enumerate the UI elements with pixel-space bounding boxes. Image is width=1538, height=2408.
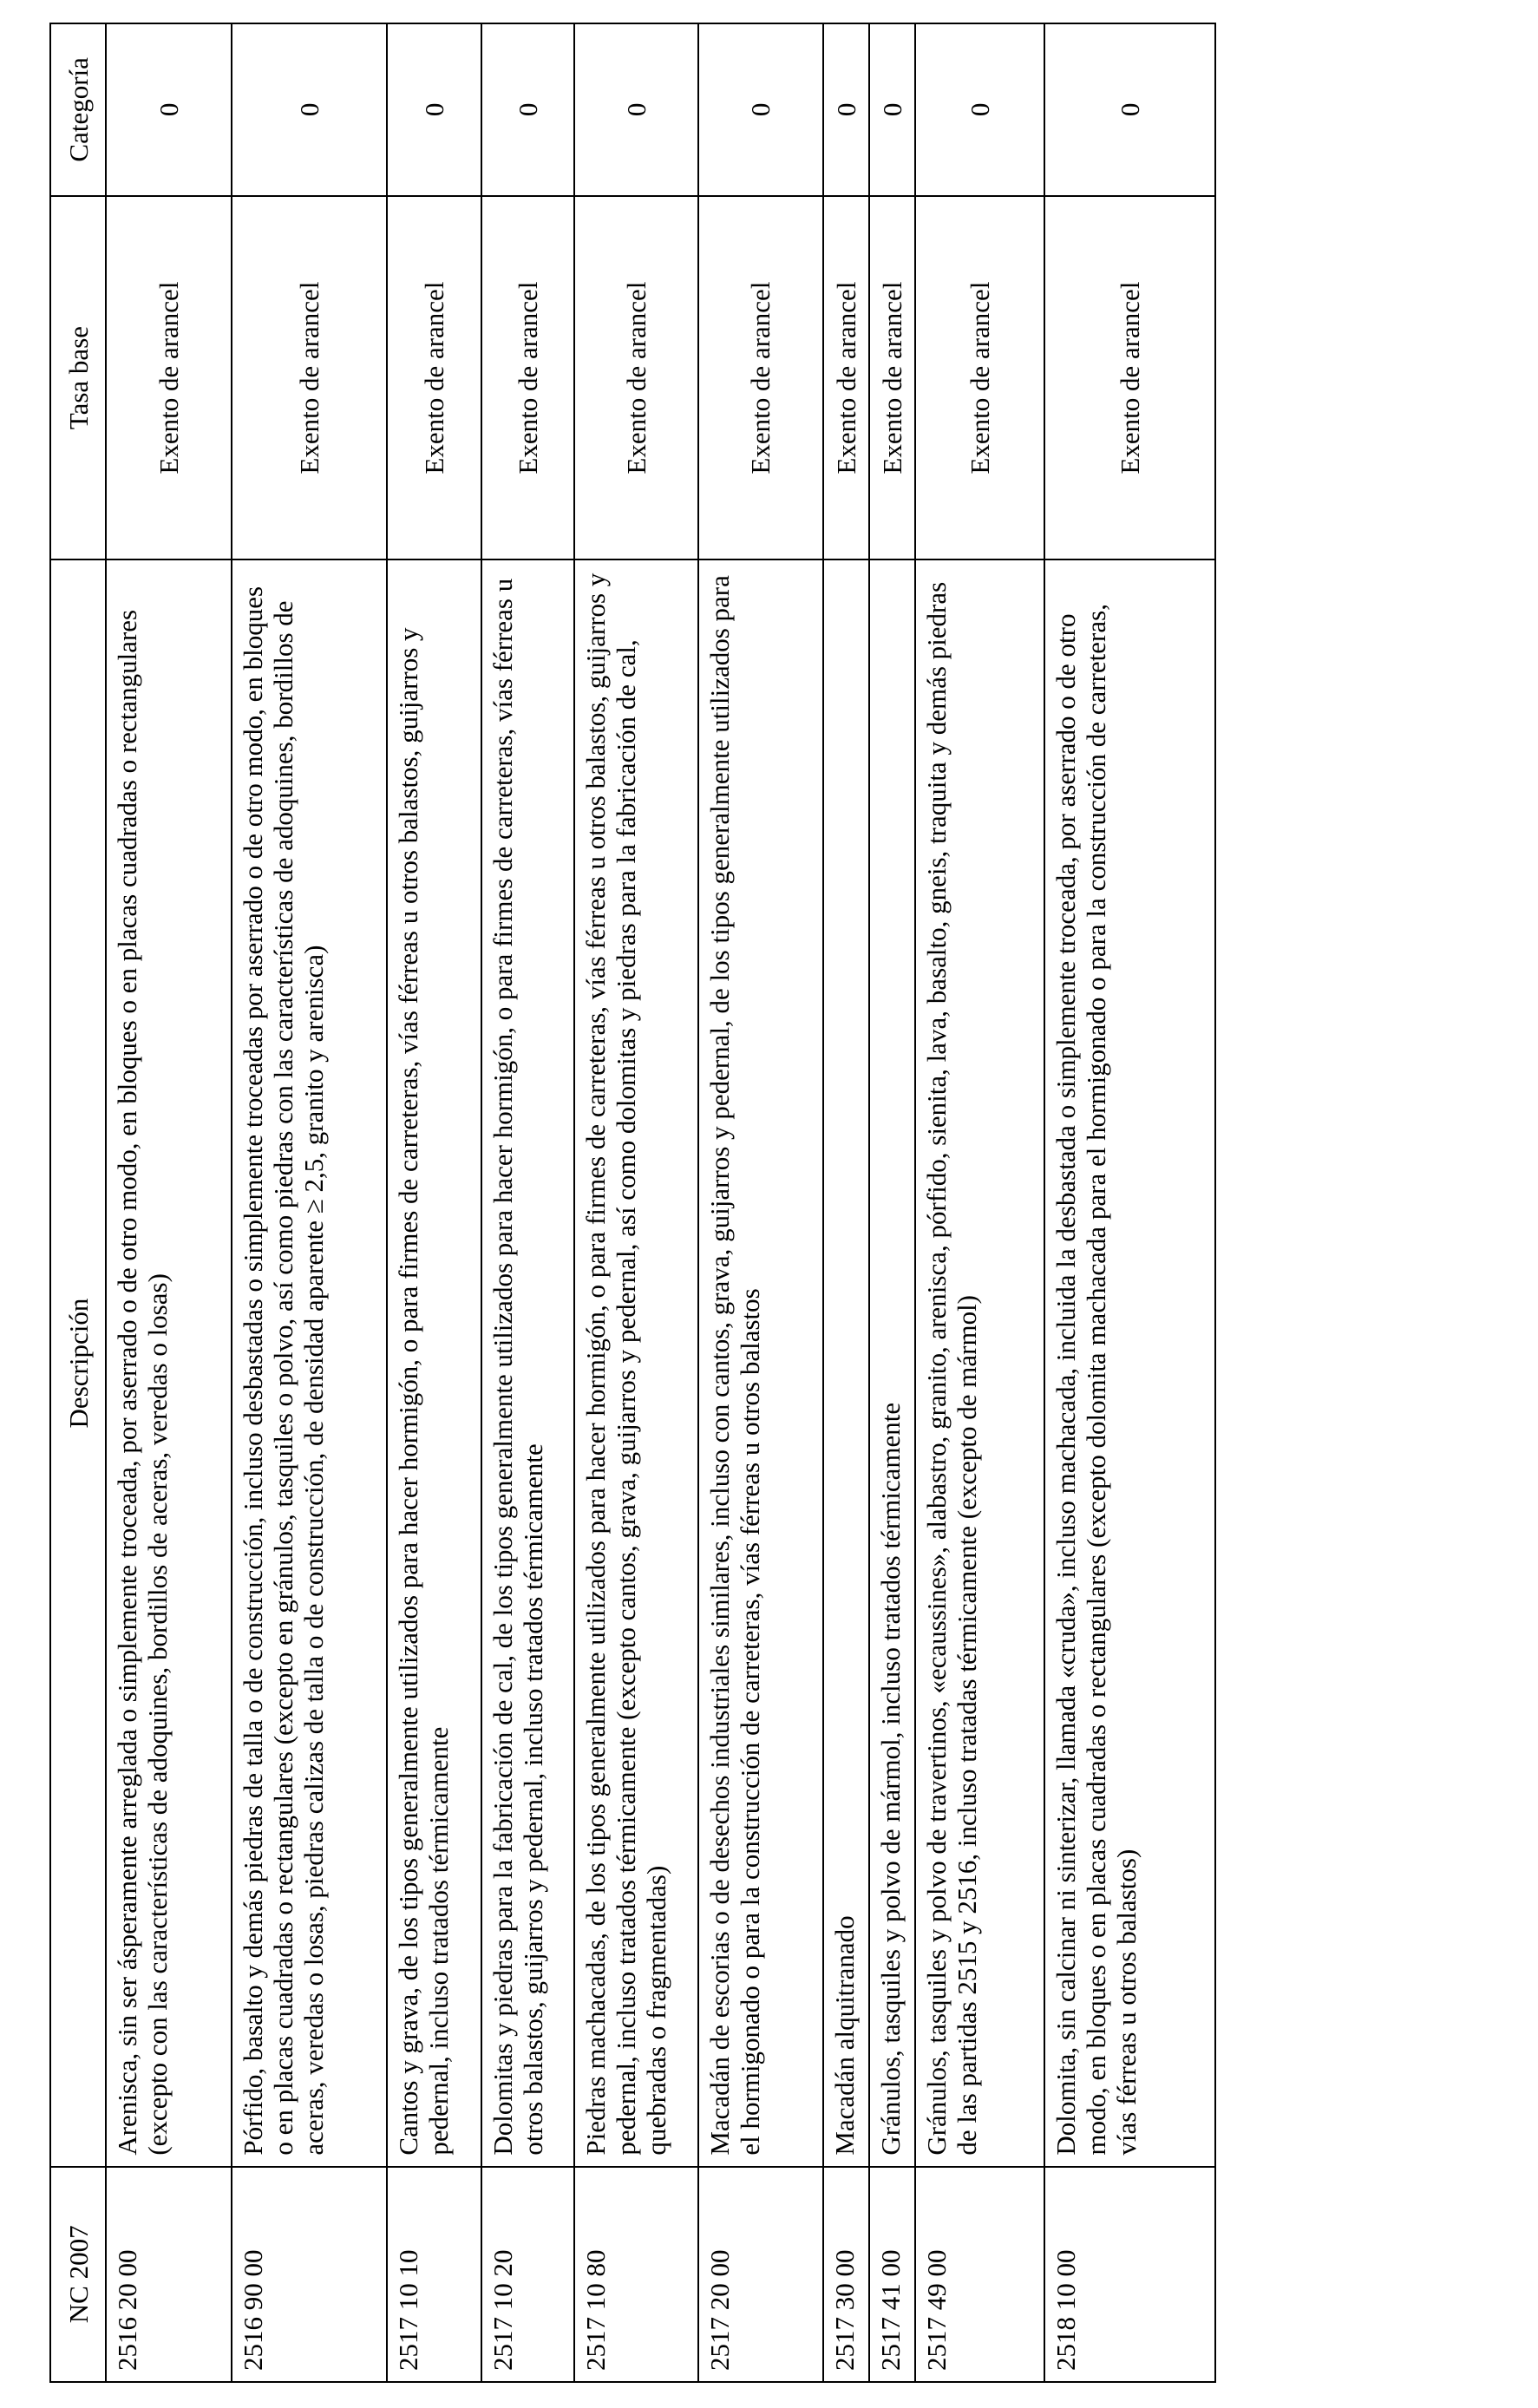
cell-base-rate: Exento de arancel	[232, 196, 387, 560]
cell-category: 0	[698, 23, 823, 196]
cell-description: Dolomitas y piedras para la fabricación de cal, de los tipos generalmente utilizados para hacer hormigón, o para firmes de carreteras, vías férreas u otros balastos, guijarros y pedernal, incluso tratados térmicamente	[481, 559, 574, 2166]
cell-base-rate: Exento de arancel	[698, 196, 823, 560]
cell-category: 0	[232, 23, 387, 196]
table-row	[1044, 23, 1215, 2382]
table-row	[915, 23, 1044, 2382]
table-row	[574, 23, 698, 2382]
table-row	[823, 23, 869, 2382]
tariff-table	[49, 23, 1216, 2383]
cell-description: Pórfido, basalto y demás piedras de talla o de construcción, incluso desbastadas o simplemente troceadas por aserrado o de otro modo, en bloques o en placas cuadradas o rectangulares (excepto en gránulos, tasquiles o polvo, así como piedras con las características de adoquines, bordillos de aceras, veredas o losas, piedras calizas de talla o de construcción, de densidad aparente ≥ 2,5, granito y arenisca)	[232, 559, 387, 2166]
cell-code: 2516 90 00	[232, 2167, 387, 2382]
header-category: Categoría	[50, 23, 106, 196]
cell-description: Gránulos, tasquiles y polvo de mármol, incluso tratados térmicamente	[869, 559, 915, 2166]
cell-base-rate: Exento de arancel	[387, 196, 481, 560]
table-row	[481, 23, 574, 2382]
cell-description: Gránulos, tasquiles y polvo de travertinos, «ecaussines», alabastro, granito, arenisca, pórfido, sienita, lava, basalto, gneis, traquita y demás piedras de las partidas 2515 y 2516, incluso tratadas térmicamente (excepto de mármol)	[915, 559, 1044, 2166]
header-code: NC 2007	[50, 2167, 106, 2382]
cell-base-rate: Exento de arancel	[1044, 196, 1215, 560]
cell-base-rate: Exento de arancel	[869, 196, 915, 560]
cell-category: 0	[869, 23, 915, 196]
cell-code: 2516 20 00	[106, 2167, 232, 2382]
cell-category: 0	[1044, 23, 1215, 196]
cell-category: 0	[915, 23, 1044, 196]
table-row	[106, 23, 232, 2382]
cell-code: 2517 10 20	[481, 2167, 574, 2382]
cell-description: Cantos y grava, de los tipos generalmente utilizados para hacer hormigón, o para firmes de carreteras, vías férreas u otros balastos, guijarros y pedernal, incluso tratados térmicamente	[387, 559, 481, 2166]
table-row	[387, 23, 481, 2382]
cell-code: 2517 10 80	[574, 2167, 698, 2382]
cell-base-rate: Exento de arancel	[481, 196, 574, 560]
rotated-table-frame	[49, 23, 1216, 2383]
cell-code: 2517 30 00	[823, 2167, 869, 2382]
table-row	[698, 23, 823, 2382]
cell-description: Dolomita, sin calcinar ni sinterizar, llamada «cruda», incluso machacada, incluida la desbastada o simplemente troceada, por aserrado o de otro modo, en bloques o en placas cuadradas o rectangulares (excepto dolomita machacada para el hormigonado o para la construcción de carreteras, vías férreas u otros balastos)	[1044, 559, 1215, 2166]
cell-code: 2517 49 00	[915, 2167, 1044, 2382]
cell-category: 0	[574, 23, 698, 196]
cell-code: 2518 10 00	[1044, 2167, 1215, 2382]
cell-description: Arenisca, sin ser ásperamente arreglada o simplemente troceada, por aserrado o de otro modo, en bloques o en placas cuadradas o rectangulares (excepto con las características de adoquines, bordillos de aceras, veredas o losas)	[106, 559, 232, 2166]
header-base-rate: Tasa base	[50, 196, 106, 560]
cell-base-rate: Exento de arancel	[574, 196, 698, 560]
header-description: Descripción	[50, 559, 106, 2166]
cell-category: 0	[481, 23, 574, 196]
cell-base-rate: Exento de arancel	[106, 196, 232, 560]
cell-category: 0	[106, 23, 232, 196]
cell-code: 2517 41 00	[869, 2167, 915, 2382]
table-row	[232, 23, 387, 2382]
cell-category: 0	[387, 23, 481, 196]
cell-base-rate: Exento de arancel	[823, 196, 869, 560]
table-row	[869, 23, 915, 2382]
cell-description: Macadán de escorias o de desechos industriales similares, incluso con cantos, grava, guijarros y pedernal, de los tipos generalmente utilizados para el hormigonado o para la construcción de carreteras, vías férreas u otros balastos	[698, 559, 823, 2166]
cell-code: 2517 10 10	[387, 2167, 481, 2382]
cell-base-rate: Exento de arancel	[915, 196, 1044, 560]
cell-description: Piedras machacadas, de los tipos generalmente utilizados para hacer hormigón, o para firmes de carreteras, vías férreas u otros balastos, guijarros y pedernal, incluso tratados térmicamente (excepto cantos, grava, guijarros y pedernal, así como dolomitas y piedras para la fabricación de cal, quebradas o fragmentadas)	[574, 559, 698, 2166]
cell-category: 0	[823, 23, 869, 196]
table-header-row	[50, 23, 106, 2382]
cell-description: Macadán alquitranado	[823, 559, 869, 2166]
cell-code: 2517 20 00	[698, 2167, 823, 2382]
